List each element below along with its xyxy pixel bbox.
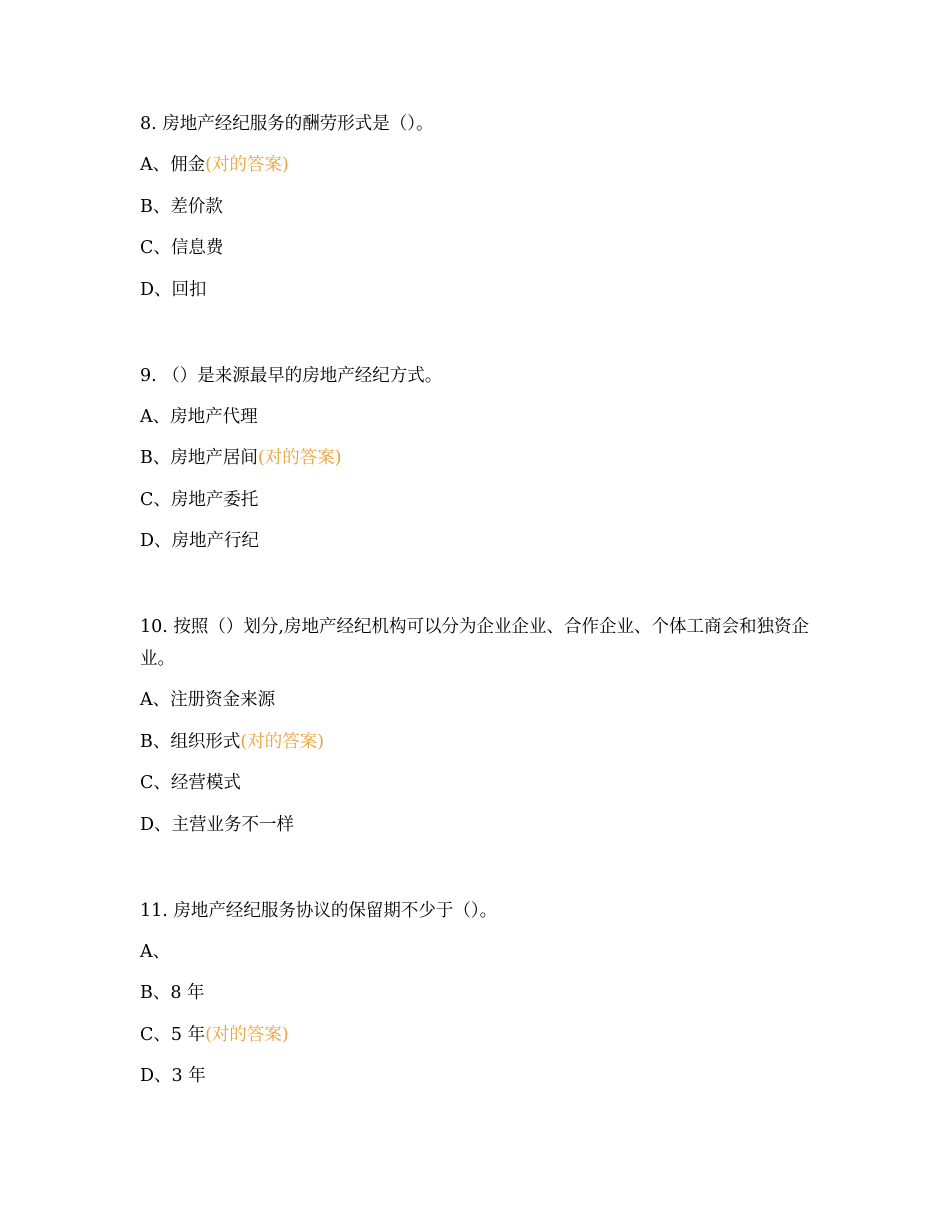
option-c <box>140 1019 810 1051</box>
option-b <box>140 977 810 1009</box>
option-a <box>140 149 810 181</box>
option-label: D、主营业务不一样 <box>140 814 295 835</box>
option-d <box>140 809 810 841</box>
question-10 <box>140 611 810 841</box>
option-label: D、房地产行纪 <box>140 531 260 551</box>
option-a <box>140 401 810 433</box>
option-label: B、组织形式 <box>140 731 241 752</box>
option-label: C、信息费 <box>140 238 224 258</box>
option-c <box>140 484 810 516</box>
correct-answer-mark: (对的答案) <box>257 448 342 468</box>
option-d <box>140 274 810 306</box>
question-text: 10. 按照（）划分,房地产经纪机构可以分为企业企业、合作企业、个体工商会和独资企业。 <box>140 617 809 669</box>
option-label: B、8 年 <box>140 983 205 1003</box>
option-label: B、房地产居间 <box>140 448 258 468</box>
option-c <box>140 232 810 264</box>
correct-answer-mark: (对的答案) <box>240 731 325 752</box>
option-label: A、注册资金来源 <box>140 690 276 710</box>
option-a <box>140 936 810 968</box>
option-label: C、5 年 <box>140 1024 206 1045</box>
option-c <box>140 767 810 799</box>
option-label: C、经营模式 <box>140 773 241 793</box>
question-text: 8. 房地产经纪服务的酬劳形式是（）。 <box>140 114 434 134</box>
question-9 <box>140 360 810 558</box>
question-8 <box>140 108 810 306</box>
option-b <box>140 442 810 474</box>
option-d <box>140 525 810 557</box>
question-text: 11. 房地产经纪服务协议的保留期不少于（）。 <box>140 900 498 921</box>
question-text: 9. （）是来源最早的房地产经纪方式。 <box>140 365 443 386</box>
option-label: A、房地产代理 <box>140 406 258 427</box>
option-label: A、 <box>140 941 171 962</box>
option-label: D、回扣 <box>140 279 207 300</box>
correct-answer-mark: (对的答案) <box>205 1024 289 1045</box>
option-label: D、3 年 <box>140 1066 206 1086</box>
option-label: B、差价款 <box>140 196 223 217</box>
question-11 <box>140 895 810 1093</box>
option-b <box>140 726 810 758</box>
option-d <box>140 1060 810 1092</box>
option-a <box>140 684 810 716</box>
option-label: A、佣金 <box>140 155 206 175</box>
option-b <box>140 191 810 223</box>
option-label: C、房地产委托 <box>140 489 259 510</box>
correct-answer-mark: (对的答案) <box>205 155 289 175</box>
